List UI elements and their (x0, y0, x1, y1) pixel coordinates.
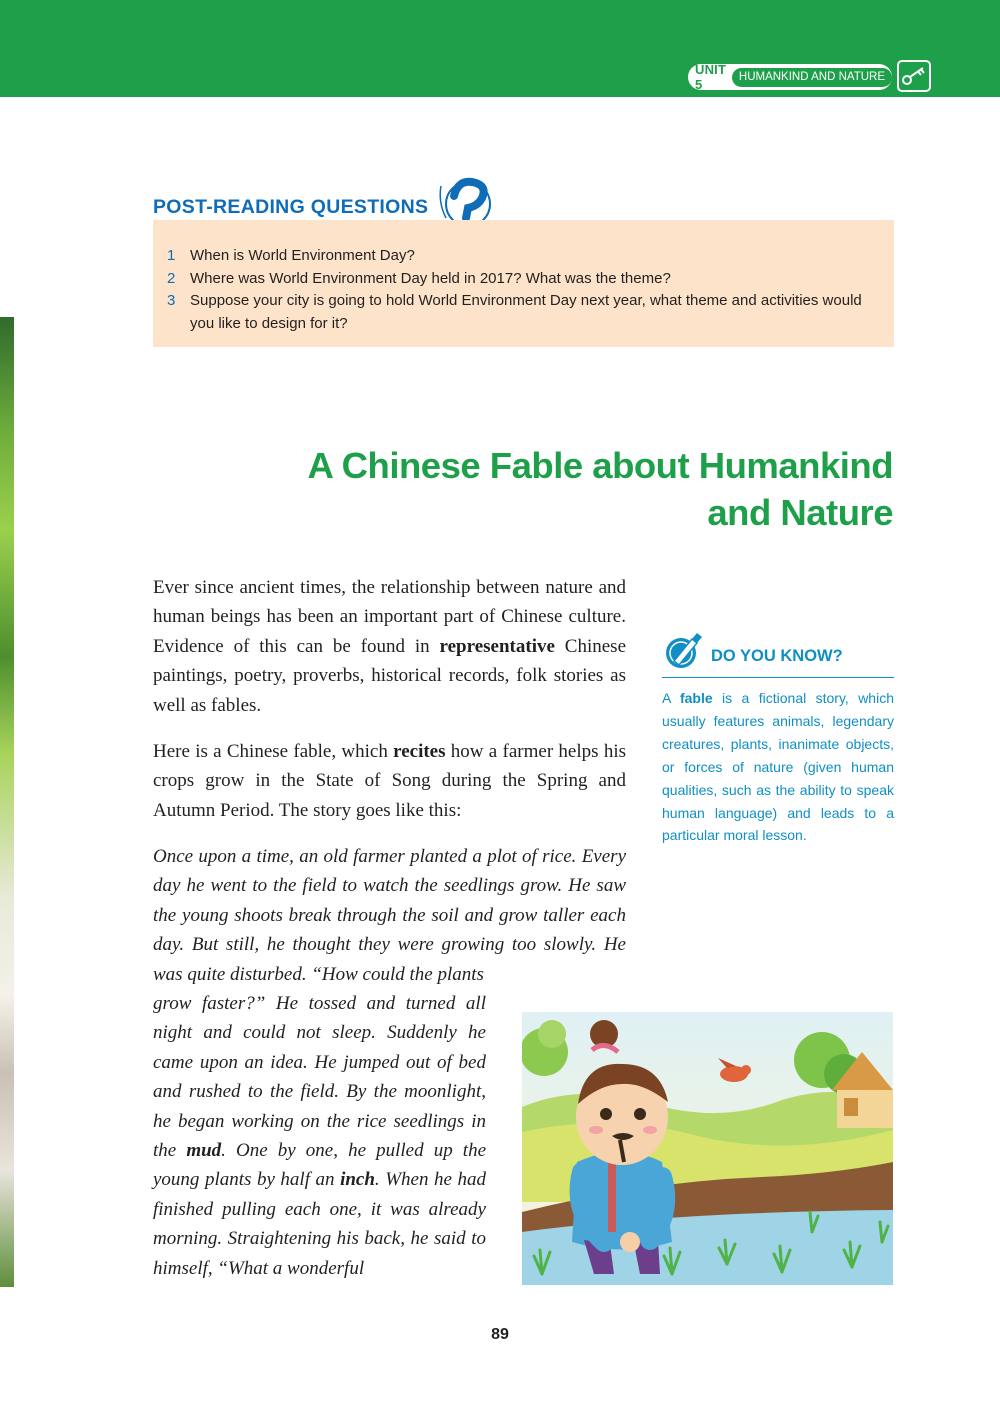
title-line-2: and Nature (707, 492, 893, 533)
fable-intro-paragraph (153, 737, 626, 825)
question-text: Suppose your city is going to hold World Environment Day next year, what theme and activities would you like to design for it? (190, 292, 862, 332)
question-item (167, 245, 882, 268)
do-you-know-heading: DO YOU KNOW? (711, 647, 843, 665)
article-title (273, 442, 893, 536)
p1-text-b: Chinese paintings, poetry, proverbs, historical records, folk stories as well as fables. (153, 635, 626, 716)
page-number: 89 (491, 1326, 509, 1343)
question-number: 2 (167, 269, 176, 287)
question-item (167, 290, 882, 335)
keyword-inch: inch (340, 1169, 375, 1191)
story-text-b: . One by one, he pulled up the young plants by half an (153, 1140, 486, 1191)
story-paragraph-wide: Once upon a time, an old farmer planted a plot of rice. Every day he went to the field to watch the seedlings grow. He saw the young shoots break through the soil and grow taller each day. But still, he thought they were growing too slowly. He was quite disturbed. “How could the plants (153, 846, 626, 985)
edge-photo-strip (0, 317, 14, 1287)
unit-badge (688, 64, 892, 90)
post-reading-box (153, 220, 894, 347)
keyword-mud: mud (186, 1140, 222, 1162)
dyk-text-a: A (662, 690, 680, 706)
dyk-text-b: is a fictional story, which usually features animals, legendary creatures, plants, inanimate objects, or forces of nature (given human qualities, such as the ability to speak human language) and leads to a particular moral lesson. (662, 690, 894, 844)
keyword-representative: representative (439, 635, 555, 657)
story-text-a: grow faster?” He tossed and turned all night and could not sleep. Suddenly he came upon an idea. He jumped out of bed and rushed to the field. By the moonlight, he began working on the rice seedlings in the (153, 993, 486, 1162)
story-text-c: . When he had finished pulling each one, it was already morning. Straightening his back, he said to himself, “What a wonderful (153, 1169, 486, 1279)
fable-definition (662, 687, 894, 847)
key-icon (897, 60, 931, 92)
p2-text-b: how a farmer helps his crops grow in the State of Song during the Spring and Autumn Period. The story goes like this: (153, 741, 626, 821)
keyword-fable: fable (679, 690, 713, 706)
question-number: 3 (167, 292, 176, 309)
keyword-recites: recites (393, 741, 446, 762)
question-item (167, 268, 882, 291)
question-text: When is World Environment Day? (190, 247, 415, 264)
pencil-circle-icon (662, 629, 706, 673)
question-number: 1 (167, 247, 176, 264)
story-paragraph-narrow (153, 989, 486, 1283)
post-reading-heading: POST-READING QUESTIONS (153, 196, 429, 218)
farmer-illustration (522, 1012, 893, 1285)
question-text: Where was World Environment Day held in 2017? What was the theme? (190, 269, 671, 287)
intro-paragraph (153, 573, 626, 720)
do-you-know-divider (662, 677, 894, 678)
p2-text-a: Here is a Chinese fable, which (153, 741, 394, 762)
p1-text-a: Ever since ancient times, the relationship between nature and human beings has been an important part of Chinese culture. Evidence of this can be found in (153, 577, 626, 657)
unit-label: UNIT 5 (695, 62, 727, 92)
unit-title: HUMANKIND AND NATURE (732, 68, 892, 87)
title-line-1: A Chinese Fable about Humankind (307, 445, 893, 486)
